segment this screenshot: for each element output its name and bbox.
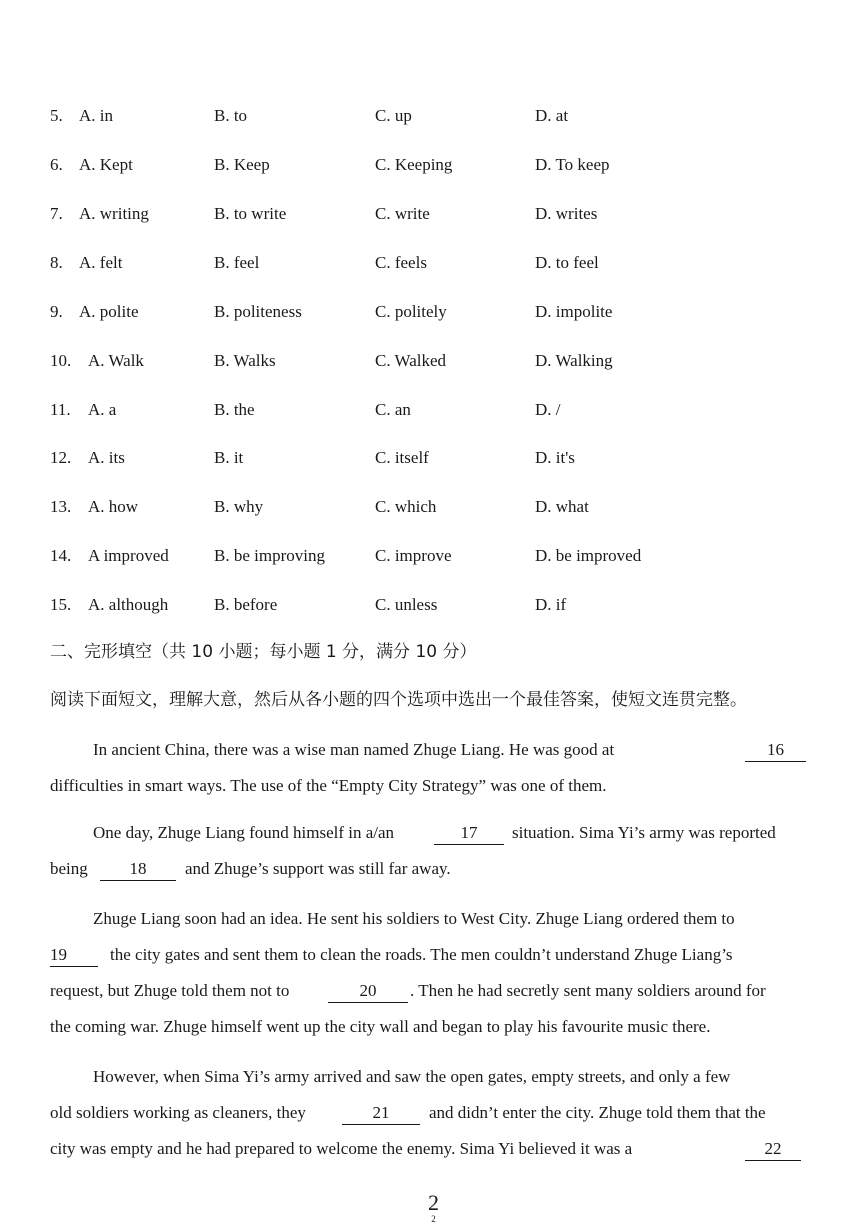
blank-22: 22 [745,1138,801,1161]
option-b: B. before [214,595,278,614]
paragraph-line [50,768,806,804]
option-c: C. write [375,204,430,223]
option-c: C. Keeping [375,155,453,174]
option-c: C. up [375,106,412,125]
question-row-7 [0,199,867,229]
question-number: 9. [50,302,63,321]
option-d: D. / [535,400,561,419]
option-a: A. although [88,595,169,614]
text-segment: difficulties in smart ways. The use of the “Empty City Strategy” was one of them. [50,776,607,795]
option-b: B. it [214,448,244,467]
text-segment: city was empty and he had prepared to welcome the enemy. Sima Yi believed it was a [50,1139,633,1158]
option-b: B. Walks [214,351,276,370]
question-number: 10. [50,351,72,370]
question-row-14 [0,541,867,571]
option-d: D. To keep [535,155,610,174]
question-row-10 [0,346,867,376]
question-number: 6. [50,155,63,174]
option-c: C. an [375,400,411,419]
question-row-5 [0,101,867,131]
paragraph-line [50,1059,806,1095]
text-segment: request, but Zhuge told them not to [50,981,290,1000]
option-b: B. Keep [214,155,270,174]
option-c: C. which [375,497,437,516]
option-a: A. a [88,400,117,419]
option-b: B. to write [214,204,287,223]
paragraph-line [50,937,806,973]
text-segment: old soldiers working as cleaners, they [50,1103,306,1122]
option-c: C. politely [375,302,447,321]
option-d: D. impolite [535,302,613,321]
option-d: D. Walking [535,351,613,370]
option-d: D. it's [535,448,575,467]
option-a: A. writing [79,204,149,223]
text-segment: However, when Sima Yi’s army arrived and saw the open gates, empty streets, and only a few [93,1067,731,1086]
text-segment: being [50,859,88,878]
option-a: A. its [88,448,125,467]
question-row-12 [0,443,867,473]
option-a: A. in [79,106,113,125]
text-segment: the city gates and sent them to clean the roads. The men couldn’t understand Zhuge Liang’s [110,945,733,964]
option-c: C. improve [375,546,452,565]
blank-17: 17 [434,822,504,845]
paragraph-line [50,851,806,887]
question-number: 15. [50,595,72,614]
paragraph-line [50,732,806,768]
question-row-13 [0,492,867,522]
blank-19: 19 [50,944,98,967]
paragraph-line [50,1095,806,1131]
option-b: B. be improving [214,546,325,565]
text-segment: One day, Zhuge Liang found himself in a/an [93,823,395,842]
passage-paragraph-1 [50,732,806,804]
text-segment: Zhuge Liang soon had an idea. He sent his soldiers to West City. Zhuge Liang ordered them to [93,909,735,928]
text-segment: . Then he had secretly sent many soldiers around for [410,981,766,1000]
blank-20: 20 [328,980,408,1003]
option-d: D. what [535,497,589,516]
option-d: D. to feel [535,253,599,272]
question-row-15 [0,590,867,620]
question-row-6 [0,150,867,180]
option-b: B. feel [214,253,260,272]
option-c: C. unless [375,595,438,614]
text-segment: situation. Sima Yi’s army was reported [512,823,776,842]
option-a: A. felt [79,253,123,272]
text-segment: and didn’t enter the city. Zhuge told them that the [429,1103,766,1122]
paragraph-line [50,901,806,937]
text-segment: the coming war. Zhuge himself went up the city wall and began to play his favourite music there. [50,1017,711,1036]
option-c: C. itself [375,448,429,467]
page-number: 2 [428,1190,439,1215]
page-number-small: 2 [431,1214,436,1224]
option-d: D. be improved [535,546,642,565]
paragraph-line [50,815,806,851]
option-a: A. Kept [79,155,133,174]
option-d: D. writes [535,204,598,223]
question-number: 8. [50,253,63,272]
paragraph-line [50,1009,806,1045]
passage-paragraph-3 [50,901,806,1045]
text-segment: In ancient China, there was a wise man named Zhuge Liang. He was good at [93,740,615,759]
question-number: 11. [50,400,71,419]
blank-16: 16 [745,739,806,762]
option-a: A. how [88,497,139,516]
question-number: 14. [50,546,72,565]
question-number: 13. [50,497,72,516]
option-a: A. Walk [88,351,144,370]
blank-18: 18 [100,858,176,881]
paragraph-line [50,1131,806,1167]
section-title: 二、完形填空（共 10 小题；每小题 1 分，满分 10 分） [50,642,477,662]
option-a: A improved [88,546,169,565]
option-d: D. if [535,595,567,614]
option-b: B. politeness [214,302,302,321]
section-instruction: 阅读下面短文，理解大意，然后从各小题的四个选项中选出一个最佳答案，使短文连贯完整。 [50,690,747,710]
question-number: 12. [50,448,72,467]
question-row-8 [0,248,867,278]
option-c: C. Walked [375,351,447,370]
question-row-11 [0,395,867,425]
passage-paragraph-4 [50,1059,806,1167]
question-row-9 [0,297,867,327]
blank-21: 21 [342,1102,420,1125]
question-number: 5. [50,106,63,125]
paragraph-line [50,973,806,1009]
option-d: D. at [535,106,569,125]
option-b: B. the [214,400,255,419]
option-c: C. feels [375,253,427,272]
option-a: A. polite [79,302,139,321]
text-segment: and Zhuge’s support was still far away. [185,859,451,878]
passage-paragraph-2 [50,815,806,887]
question-number: 7. [50,204,63,223]
option-b: B. why [214,497,264,516]
option-b: B. to [214,106,248,125]
